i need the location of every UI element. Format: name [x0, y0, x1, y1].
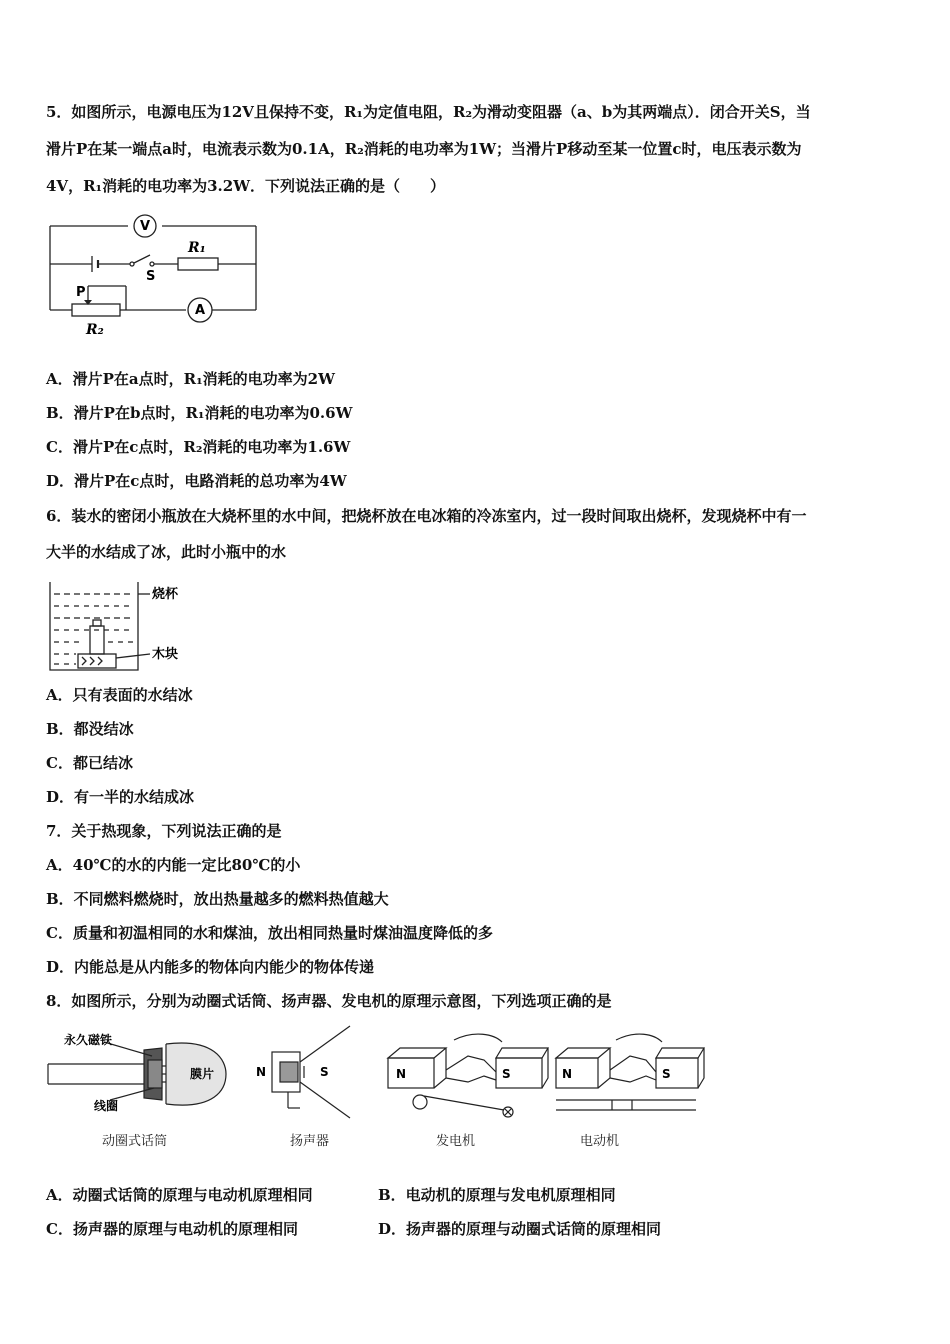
ammeter-label: A: [194, 303, 206, 318]
q7-option-a: A．40℃的水的内能一定比80℃的小: [46, 856, 301, 874]
q8-option-c: C．扬声器的原理与电动机的原理相同: [46, 1220, 298, 1238]
q7-option-d: D．内能总是从内能多的物体向内能少的物体传递: [46, 958, 375, 976]
speaker-s-label: S: [320, 1065, 329, 1079]
q6-option-c: C．都已结冰: [46, 754, 133, 772]
q7-option-b: B．不同燃料燃烧时，放出热量越多的燃料热值越大: [46, 890, 389, 908]
generator-n-label: N: [396, 1067, 407, 1081]
generator-caption: 发电机: [436, 1134, 476, 1149]
microphone-figure: [44, 1030, 244, 1116]
beaker-label: 烧杯: [152, 587, 179, 602]
q5-option-c: C．滑片P在c点时，R₂消耗的电功率为1.6W: [46, 438, 351, 456]
q6-option-a: A．只有表面的水结冰: [46, 686, 193, 704]
q8-option-d: D．扬声器的原理与动圈式话筒的原理相同: [378, 1220, 662, 1238]
microphone-caption: 动圈式话筒: [102, 1134, 168, 1149]
motor-n-label: N: [562, 1067, 573, 1081]
speaker-figure: [250, 1022, 360, 1122]
q6-stem-line-1: 6．装水的密闭小瓶放在大烧杯里的水中间，把烧杯放在电冰箱的冷冻室内，过一段时间取出烧杯，发现烧杯中有一: [46, 507, 807, 525]
block-label: 木块: [152, 647, 179, 662]
speaker-caption: 扬声器: [290, 1134, 330, 1149]
q8-stem: 8．如图所示，分别为动圈式话筒、扬声器、发电机的原理示意图，下列选项正确的是: [46, 992, 612, 1010]
q5-stem-line-1: 5．如图所示，电源电压为12V且保持不变，R₁为定值电阻，R₂为滑动变阻器（a、b为其两端点）．闭合开关S，当: [46, 103, 811, 121]
motor-figure: [552, 1026, 712, 1122]
q6-option-b: B．都没结冰: [46, 720, 134, 738]
q6-stem-line-2: 大半的水结成了冰，此时小瓶中的水: [46, 543, 287, 561]
q8-option-a: A．动圈式话筒的原理与电动机原理相同: [46, 1186, 313, 1204]
q6-beaker-diagram: [46, 578, 216, 674]
q5-circuit-diagram: [46, 214, 266, 338]
r2-label: R₂: [86, 322, 104, 338]
coil-label: 线圈: [94, 1099, 119, 1113]
generator-figure: [384, 1026, 550, 1122]
motor-caption: 电动机: [580, 1134, 620, 1149]
q5-stem-line-3: 4V，R₁消耗的电功率为3.2W．下列说法正确的是（ ）: [46, 177, 446, 195]
q5-option-a: A．滑片P在a点时，R₁消耗的电功率为2W: [46, 370, 335, 388]
speaker-n-label: N: [256, 1065, 267, 1079]
q5-option-d: D．滑片P在c点时，电路消耗的总功率为4W: [46, 472, 347, 490]
q7-stem: 7．关于热现象，下列说法正确的是: [46, 822, 282, 840]
r1-label: R₁: [188, 240, 206, 256]
q6-option-d: D．有一半的水结成冰: [46, 788, 195, 806]
q8-option-b: B．电动机的原理与发电机原理相同: [378, 1186, 616, 1204]
q5-option-b: B．滑片P在b点时，R₁消耗的电功率为0.6W: [46, 404, 353, 422]
q5-stem-line-2: 滑片P在某一端点a时，电流表示数为0.1A，R₂消耗的电功率为1W；当滑片P移动至某一位置c时，电压表示数为: [46, 140, 802, 158]
motor-s-label: S: [662, 1067, 671, 1081]
switch-label: S: [146, 269, 156, 284]
membrane-label: 膜片: [190, 1067, 215, 1081]
q7-option-c: C．质量和初温相同的水和煤油，放出相同热量时煤油温度降低的多: [46, 924, 493, 942]
magnet-label: 永久磁铁: [64, 1033, 113, 1047]
voltmeter-label: V: [139, 219, 151, 234]
slider-label: P: [76, 285, 86, 300]
generator-s-label: S: [502, 1067, 511, 1081]
